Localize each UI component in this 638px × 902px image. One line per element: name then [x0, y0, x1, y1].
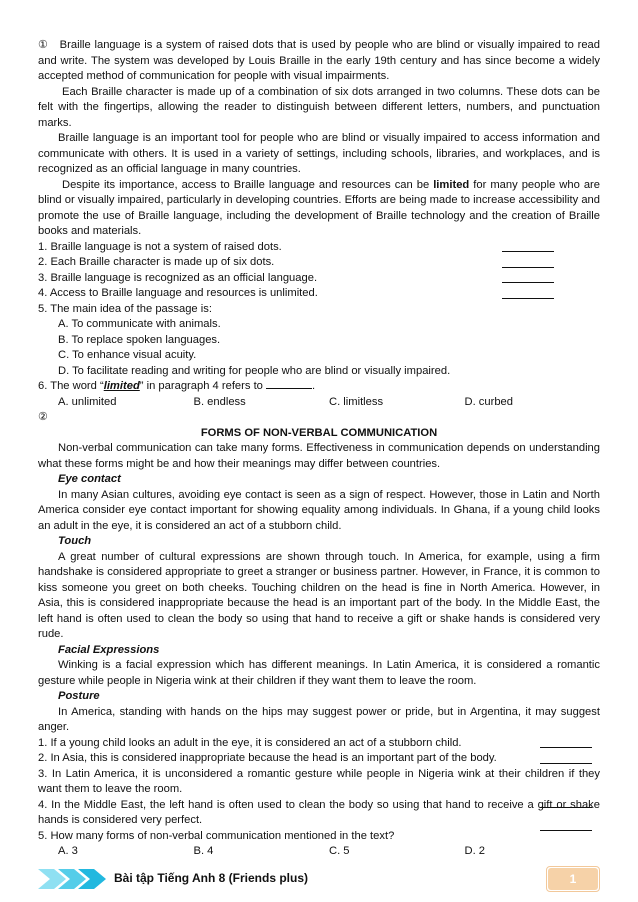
s2-title: FORMS OF NON-VERBAL COMMUNICATION: [200, 426, 438, 439]
s2-paragraph-posture: In America, standing with hands on the hips may suggest power or pride, but in Argentina, it may suggest anger.: [38, 705, 600, 733]
s1-statement-4-text: 4. Access to Braille language and resources is unlimited.: [38, 287, 318, 299]
s1-q5-option-d: D. To facilitate reading and writing for people who are blind or visually impaired.: [58, 364, 451, 377]
s2-marker: ②: [38, 411, 48, 423]
s1-p1-text: Braille language is a system of raised dots that is used by people who are blind or visually impaired to read and write. The system was developed by Louis Braille in the early 19th century and has since become a widely accepted method of communication for people with visual impairments.: [38, 39, 600, 82]
s1-q5-option-b: B. To replace spoken languages.: [58, 333, 221, 346]
s2-heading-facial-expressions: Facial Expressions: [58, 643, 160, 656]
answer-blank[interactable]: [502, 251, 554, 252]
page-footer: [38, 866, 600, 892]
s2-statement-1: [38, 736, 600, 752]
s1-statement-2-text: 2. Each Braille character is made up of six dots.: [38, 256, 275, 268]
answer-blank[interactable]: [540, 763, 592, 764]
s1-paragraph-3: Braille language is an important tool for people who are blind or visually impaired to access information and communicate with others. It is used in a variety of settings, including schools, libraries, and workplaces, and is recognized as an official language in many countries.: [38, 132, 600, 175]
s1-q6-end: .: [312, 380, 316, 392]
s2-q5-option-a: A. 3: [58, 845, 78, 857]
answer-blank[interactable]: [540, 830, 592, 831]
s1-p4-bold: limited: [433, 178, 470, 191]
s1-statement-1: [38, 240, 600, 256]
s1-q6-after: ” in paragraph 4 refers to: [139, 380, 263, 392]
s2-q5-option-d: D. 2: [464, 845, 486, 857]
answer-blank[interactable]: [502, 298, 554, 299]
s1-q6-option-a: A. unlimited: [58, 395, 117, 408]
s1-question-5: 5. The main idea of the passage is:: [38, 302, 212, 315]
s1-p4-after: for many people who are blind or visually impaired, particularly in developing countries. Efforts are being made to increase accessibility and promote the use of Braille language, including the development of Braille technology and the creation of Braille books and materials.: [38, 178, 600, 237]
s2-statement-2-text: 2. In Asia, this is considered inappropriate because the head is an important part of the body.: [38, 752, 497, 764]
s1-statement-1-text: 1. Braille language is not a system of raised dots.: [38, 240, 282, 253]
answer-blank[interactable]: [266, 388, 312, 389]
s1-p4-before: Despite its importance, access to Braille language and resources can be: [62, 178, 434, 191]
s1-marker: ①: [38, 39, 49, 51]
s1-q6-option-b: B. endless: [193, 395, 246, 408]
s1-q6-option-d: D. curbed: [464, 395, 514, 408]
s1-q6-word: limited: [103, 380, 140, 392]
s2-q5-option-b: B. 4: [193, 845, 214, 857]
s2-paragraph-eye-contact: In many Asian cultures, avoiding eye contact is seen as a sign of respect. However, those in Latin and North America consider eye contact important for showing equality among individuals. In Ghana, if a young child looks an adult in the eye, it is considered an act of a stubborn child.: [38, 488, 600, 532]
s1-paragraph-2: Each Braille character is made up of a combination of six dots arranged in two columns. These dots can be felt with the fingertips, allowing the reader to distinguish between different letters, numbers, and punctuation marks.: [38, 85, 600, 129]
footer-title: Bài tập Tiếng Anh 8 (Friends plus): [114, 871, 309, 885]
s2-question-5: 5. How many forms of non-verbal communication mentioned in the text?: [38, 829, 395, 842]
s2-paragraph-facial-expressions: Winking is a facial expression which has different meanings. In Latin America, it is considered a romantic gesture while people in Nigeria wink at their children if they want them to leave the room.: [38, 659, 600, 687]
s2-heading-touch: Touch: [58, 535, 92, 547]
s1-q6-options: [38, 395, 600, 411]
s1-paragraph-4: [38, 178, 600, 240]
s1-q6-before: 6. The word “: [38, 380, 104, 392]
s1-statement-2: [38, 255, 600, 271]
s1-q6-option-c: C. limitless: [329, 395, 384, 408]
chevrons-right-icon: [38, 868, 118, 890]
s2-statement-4-text: 4. In the Middle East, the left hand is often used to clean the body so using that hand to receive a gift or shake hands is considered very perfect.: [38, 798, 600, 826]
s1-q5-option-c: C. To enhance visual acuity.: [58, 349, 197, 361]
answer-blank[interactable]: [502, 282, 554, 283]
s1-q5-option-a: A. To communicate with animals.: [58, 318, 221, 330]
answer-blank[interactable]: [502, 267, 554, 268]
s1-paragraph-1: [38, 38, 600, 85]
s1-statement-3: [38, 271, 600, 287]
s2-q5-options: [38, 844, 600, 860]
s1-statement-3-text: 3. Braille language is recognized as an official language.: [38, 271, 318, 284]
s2-q5-option-c: C. 5: [329, 845, 350, 857]
s2-paragraph-touch: A great number of cultural expressions are shown through touch. In America, for example, using a firm handshake is considered appropriate to greet a stranger or business partner. However, in France, it is common to kiss someone you greet on both cheeks. Touching children on the head is fine in North America. However, in Asia, this is considered inappropriate because the head is an important part of the body. In the Middle East, the left hand is often used to clean the body so using that hand to receive a gift or shake hands is considered very rude.: [38, 550, 600, 640]
s2-statement-3-text: 3. In Latin America, it is unconsidered a romantic gesture while people in Nigeria wink at their children if they want them to leave the room.: [38, 767, 600, 795]
s2-statement-1-text: 1. If a young child looks an adult in the eye, it is considered an act of a stubborn child.: [38, 736, 462, 749]
s2-statement-2: [38, 751, 600, 767]
s1-statement-4: [38, 286, 600, 302]
s1-question-6: [38, 379, 600, 395]
s2-statement-4: [38, 798, 600, 829]
s2-heading-posture: Posture: [58, 690, 100, 702]
s2-statement-3: [38, 767, 600, 798]
worksheet-page: [38, 38, 600, 860]
s2-intro: Non-verbal communication can take many forms. Effectiveness in communication depends on understanding what these forms might be and how their meanings may differ between countries.: [38, 442, 600, 470]
answer-blank[interactable]: [540, 747, 592, 748]
page-number: 1: [548, 868, 598, 890]
s2-heading-eye-contact: Eye contact: [58, 473, 121, 485]
